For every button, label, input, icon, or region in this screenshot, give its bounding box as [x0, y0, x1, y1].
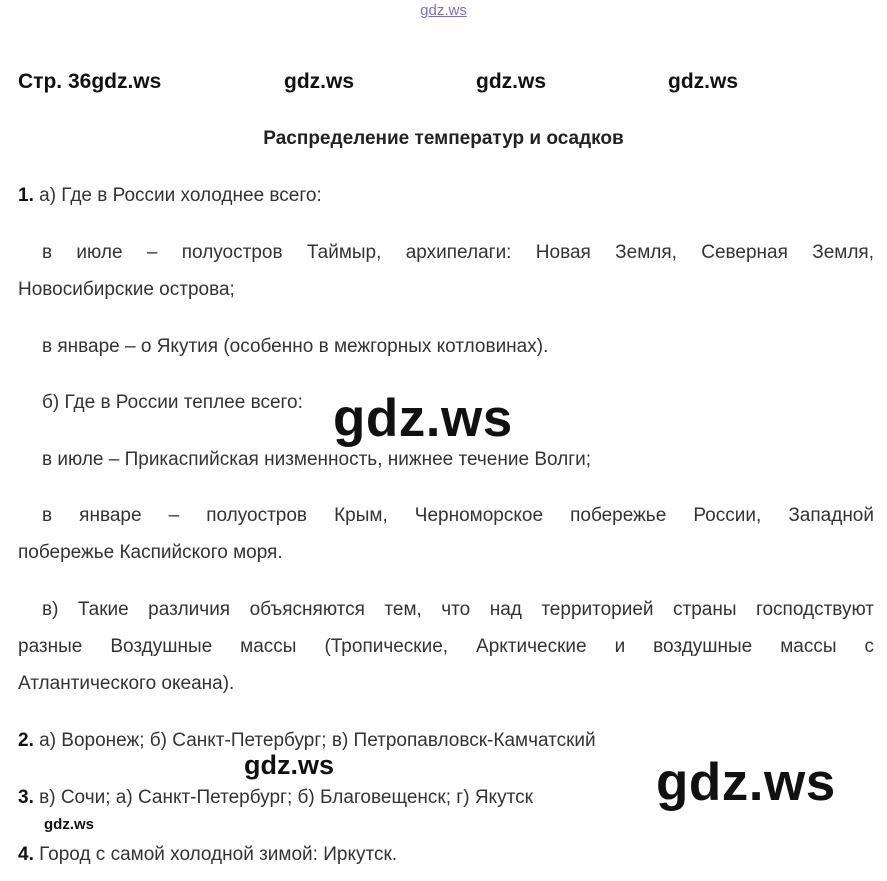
q3-answer: [18, 787, 533, 809]
watermark-top-link[interactable]: gdz.ws: [420, 2, 467, 19]
q1-july-cold-line2: Новосибирские острова;: [18, 279, 235, 300]
q1-c-line2: разные Воздушные массы (Тропические, Арктические и воздушные массы с: [18, 636, 874, 657]
header-watermark-3: gdz.ws: [476, 70, 547, 93]
page-title: Распределение температур и осадков: [263, 128, 624, 149]
page-label: [18, 70, 161, 94]
q1-number: 1.: [18, 185, 34, 206]
q2-number: 2.: [18, 730, 34, 751]
q2-text: а) Воронеж; б) Санкт-Петербург; в) Петропавловск-Камчатский: [33, 730, 596, 751]
q1-july-cold-line1: в июле – полуостров Таймыр, архипелаги: Новая Земля, Северная Земля,: [42, 242, 874, 263]
q1-a-text: а) Где в России холоднее всего:: [33, 185, 322, 206]
q1-january-warm-line1: в январе – полуостров Крым, Черноморское побережье России, Западной: [42, 505, 874, 526]
q3-text: в) Сочи; а) Санкт-Петербург; б) Благовещенск; г) Якутск: [33, 787, 533, 808]
page-number: Стр. 36: [18, 70, 92, 93]
header-watermark-2: gdz.ws: [284, 70, 355, 93]
q3-number: 3.: [18, 787, 34, 808]
watermark-lower-mid: gdz.ws: [244, 750, 335, 780]
watermark-center: gdz.ws: [333, 389, 513, 448]
q1-january-warm-line2: побережье Каспийского моря.: [18, 542, 283, 563]
q1-b-question: б) Где в России теплее всего:: [42, 392, 303, 413]
q1-a-question: [18, 185, 322, 207]
q1-july-warm: в июле – Прикаспийская низменность, нижнее течение Волги;: [42, 449, 592, 470]
q2-answer: [18, 730, 596, 752]
watermark-lower-big: gdz.ws: [656, 753, 836, 812]
q4-text: Город с самой холодной зимой: Иркутск.: [33, 844, 398, 865]
q1-c-line3: Атлантического океана).: [18, 673, 235, 694]
watermark-lower-small: gdz.ws: [44, 816, 95, 833]
q1-january-cold: в январе – о Якутия (особенно в межгорных котловинах).: [42, 336, 549, 357]
header-watermark-4: gdz.ws: [668, 70, 739, 93]
q1-c-line1: в) Такие различия объясняются тем, что над территорией страны господствуют: [42, 599, 874, 620]
header-watermark-1: gdz.ws: [91, 70, 162, 93]
q4-answer: [18, 844, 397, 866]
q4-number: 4.: [18, 844, 34, 865]
